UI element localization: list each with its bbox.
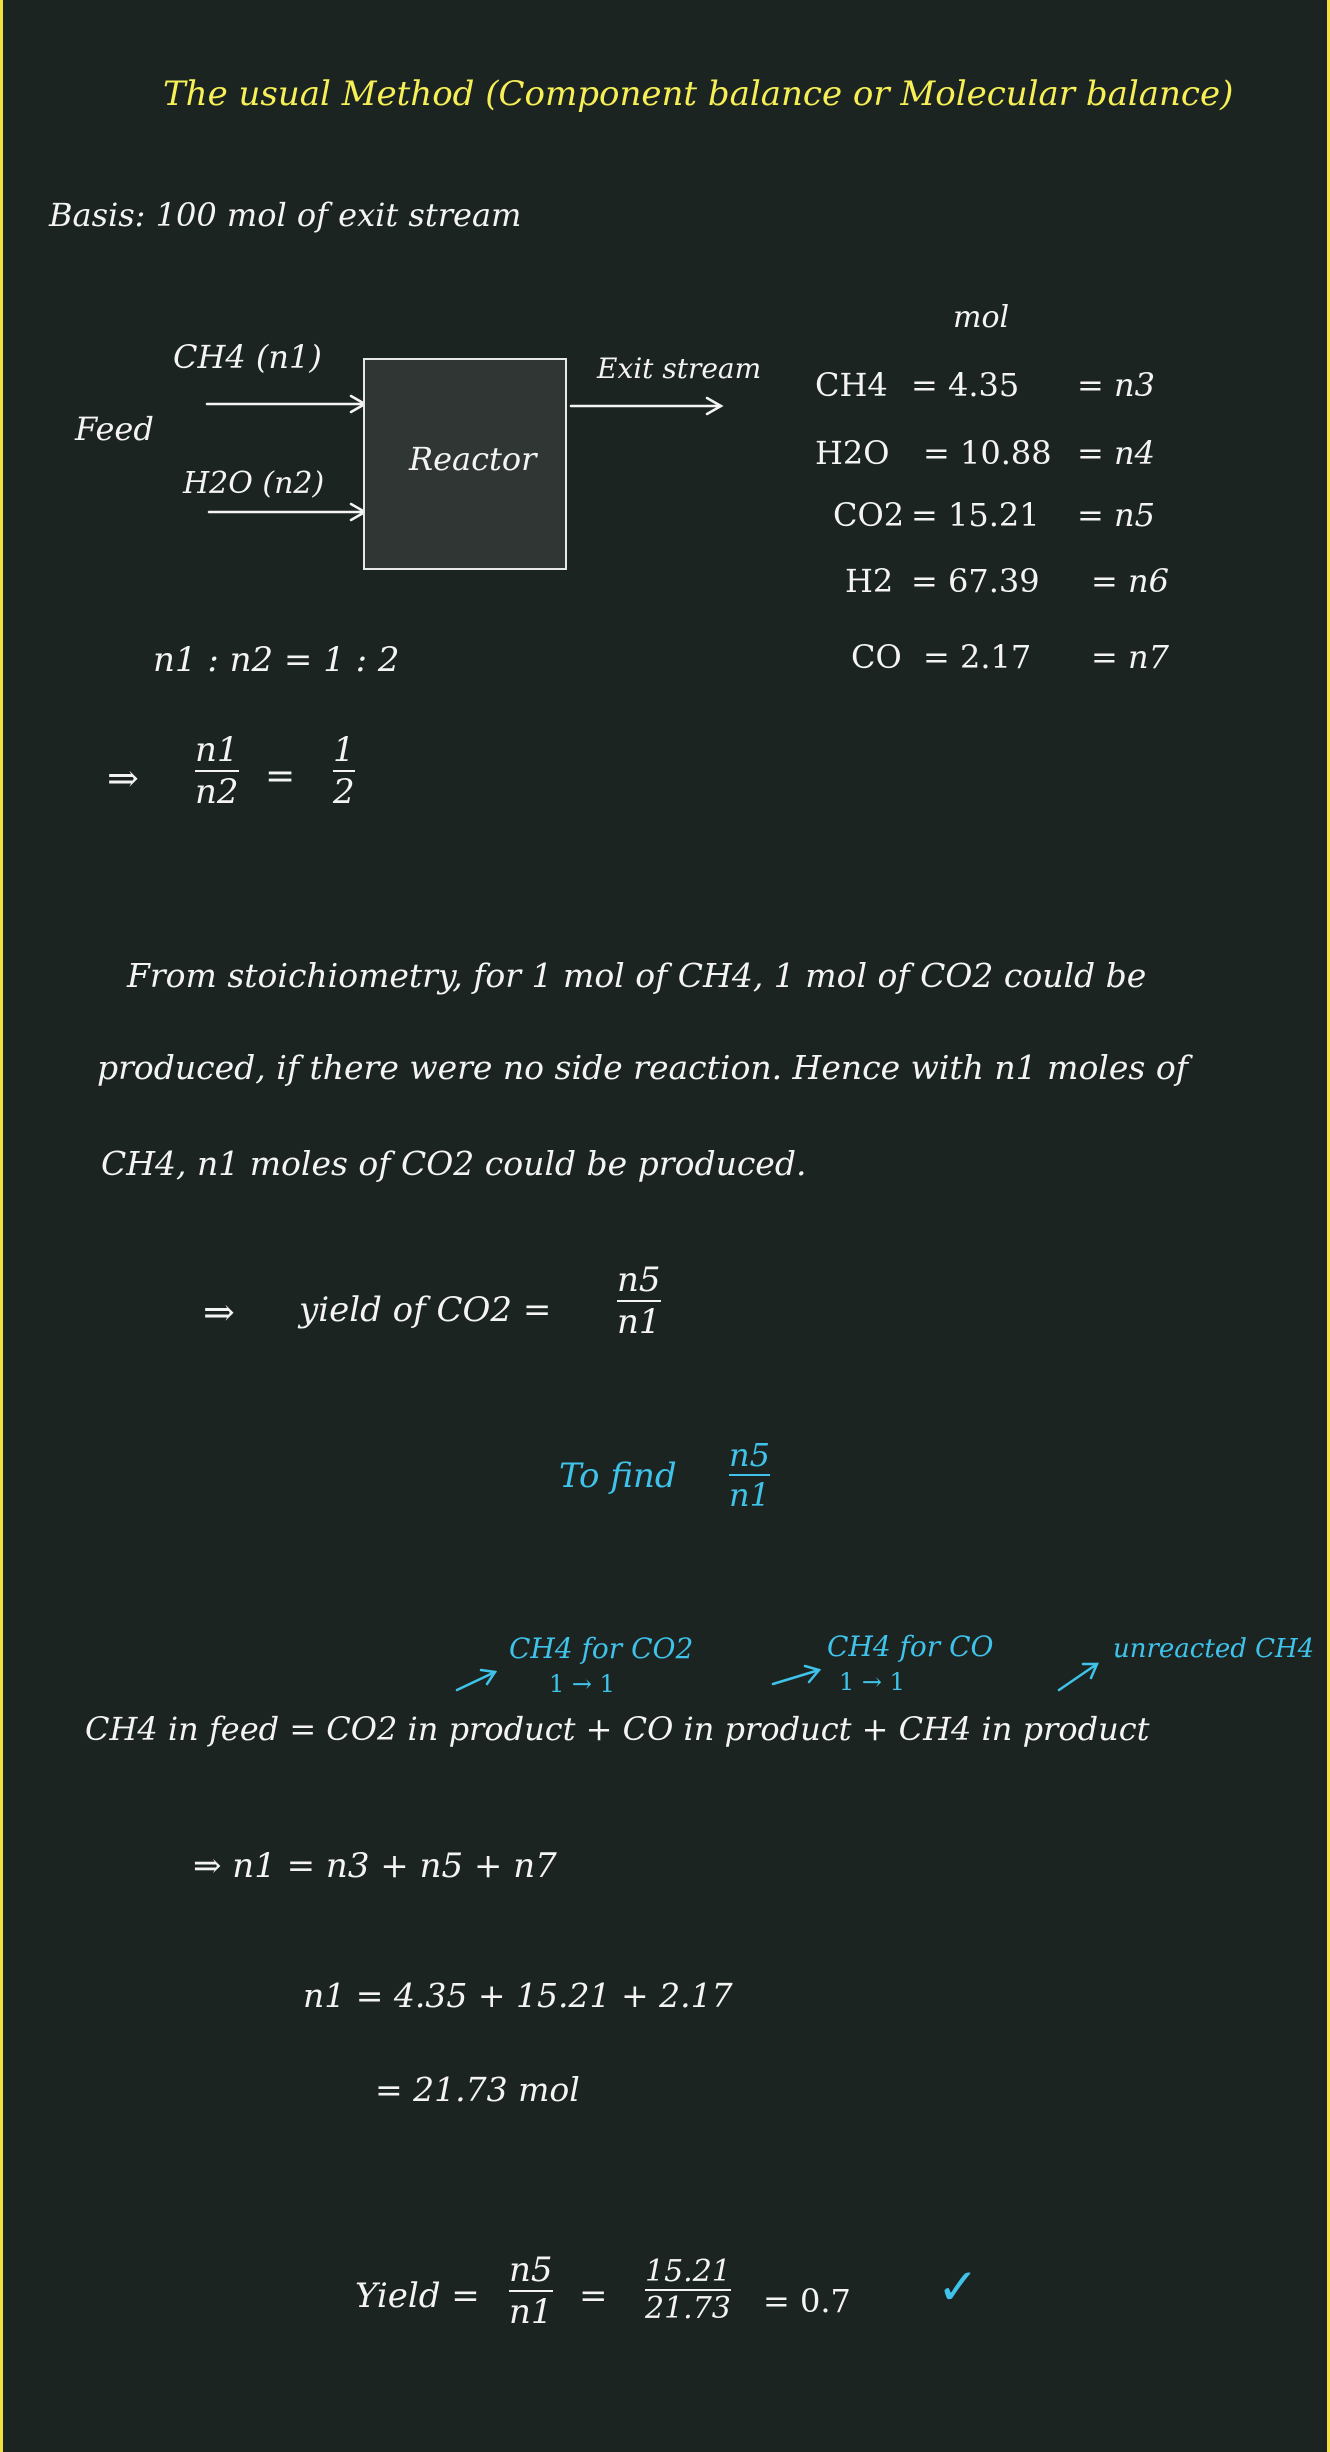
exit-value: = 2.17	[923, 638, 1032, 676]
basis-text: Basis: 100 mol of exit stream	[49, 196, 522, 234]
implies-symbol: ⇒	[107, 756, 139, 800]
fraction-denominator: 2	[333, 772, 355, 812]
exit-species: CO2	[833, 496, 905, 534]
exit-value: = 4.35	[911, 366, 1020, 404]
fraction-numerator: n1	[195, 730, 239, 770]
exit-species: CH4	[815, 366, 888, 404]
ratio-line: n1 : n2 = 1 : 2	[153, 640, 400, 680]
inlet-h2o-label: H2O (n2)	[183, 466, 325, 501]
inlet-ch4-label: CH4 (n1)	[173, 338, 322, 376]
fraction-numerator: 1	[333, 730, 355, 770]
final-symbolic-fraction	[509, 2250, 553, 2332]
annotation-ch4-for-co: CH4 for CO	[827, 1630, 994, 1663]
final-numeric-fraction	[645, 2254, 731, 2326]
reactor-label: Reactor	[409, 440, 537, 478]
page-title: The usual Method (Component balance or Molecular balance)	[163, 74, 1234, 114]
annotation-ch4-for-co2: CH4 for CO2	[509, 1632, 694, 1665]
step-result: = 21.73 mol	[375, 2070, 580, 2109]
component-balance: CH4 in feed = CO2 in product + CO in product + CH4 in product	[85, 1710, 1150, 1748]
exit-variable: = n6	[1091, 562, 1169, 600]
step-substitution: n1 = 4.35 + 15.21 + 2.17	[303, 1976, 733, 2015]
exit-value: = 15.21	[911, 496, 1040, 534]
yield-definition-label: yield of CO2 =	[299, 1290, 552, 1330]
exit-value: = 67.39	[911, 562, 1040, 600]
implies-symbol: ⇒	[203, 1290, 235, 1334]
exit-variable: = n3	[1077, 366, 1155, 404]
fraction-numerator: n5	[509, 2250, 553, 2290]
paragraph-line: From stoichiometry, for 1 mol of CH4, 1 mol of CO2 could be	[127, 956, 1147, 995]
fraction-numerator: n5	[729, 1436, 770, 1474]
check-icon: ✓	[937, 2258, 979, 2316]
exit-variable: = n4	[1077, 434, 1155, 472]
final-result: = 0.7	[763, 2282, 851, 2320]
fraction-denominator: n1	[729, 1476, 770, 1514]
fraction-numerator: 15.21	[645, 2254, 731, 2289]
paragraph-line: produced, if there were no side reaction. Hence with n1 moles of	[97, 1048, 1188, 1087]
final-yield-label: Yield =	[355, 2276, 480, 2316]
annotation-ratio: 1 → 1	[549, 1670, 615, 1698]
exit-variable: = n5	[1077, 496, 1155, 534]
exit-species: CO	[851, 638, 902, 676]
fraction-numerator: n5	[617, 1260, 661, 1300]
exit-species: H2O	[815, 434, 890, 472]
exit-variable: = n7	[1091, 638, 1169, 676]
exit-value: = 10.88	[923, 434, 1052, 472]
exit-species: H2	[845, 562, 894, 600]
feed-label: Feed	[75, 410, 154, 448]
exit-stream-label: Exit stream	[597, 352, 762, 385]
unit-label: mol	[953, 300, 1010, 335]
annotation-arrows	[3, 0, 1330, 1800]
step-equation: ⇒ n1 = n3 + n5 + n7	[193, 1846, 557, 1886]
annotation-unreacted-ch4: unreacted CH4	[1113, 1634, 1315, 1664]
fraction-denominator: n1	[509, 2292, 553, 2332]
fraction-denominator: 21.73	[645, 2291, 731, 2326]
annotation-ratio: 1 → 1	[839, 1668, 905, 1696]
equals-symbol: =	[579, 2276, 608, 2316]
paragraph-line: CH4, n1 moles of CO2 could be produced.	[101, 1144, 807, 1183]
to-find-label: To find	[559, 1456, 677, 1496]
fraction-denominator: n1	[617, 1302, 661, 1342]
equals-symbol: =	[265, 756, 296, 797]
fraction-denominator: n2	[195, 772, 239, 812]
